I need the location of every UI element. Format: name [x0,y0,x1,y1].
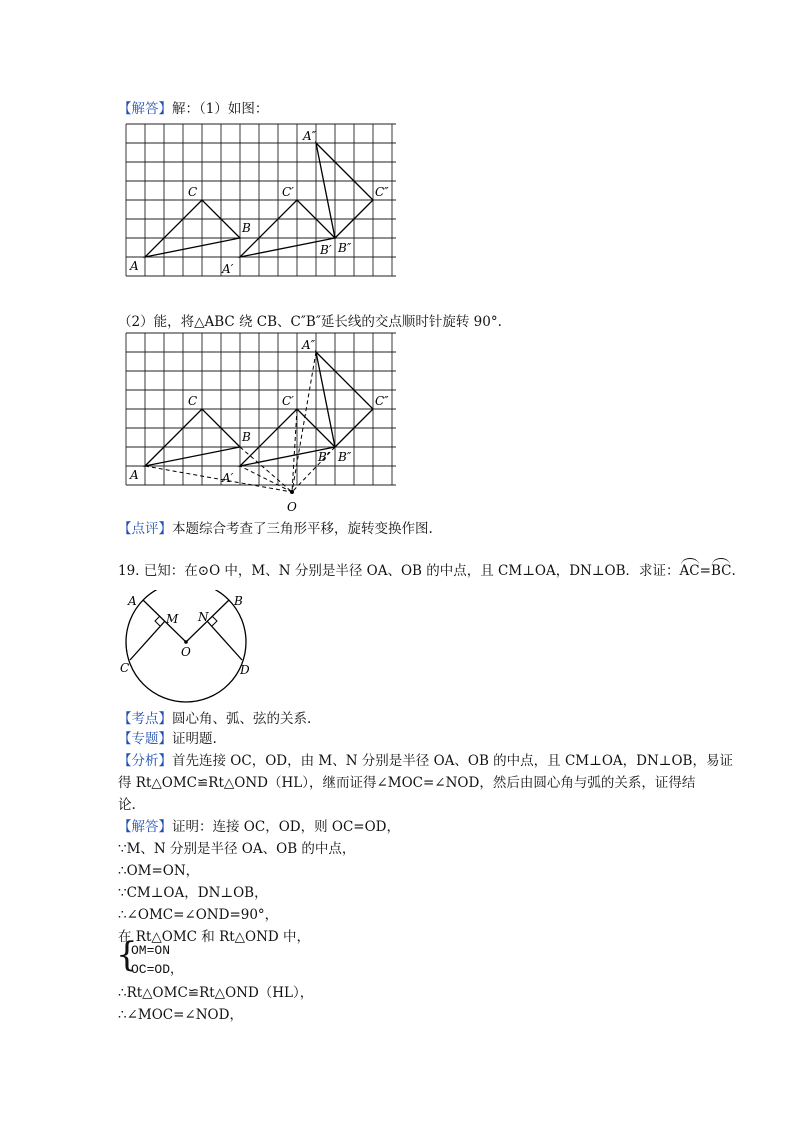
label2-C-double: C″ [375,394,389,408]
label2-O: O [287,500,297,514]
q19-statement [118,562,736,580]
system-comma: ， [170,962,184,977]
circle-label-B: B [234,594,243,608]
jieda-line-8: ∴∠MOC=∠NOD， [118,1007,243,1023]
label-B-double: B″ [338,241,352,255]
label-A: A [130,259,139,273]
circle-figure [118,590,268,710]
label-B-prime: B′ [320,243,332,257]
circle-label-M: M [166,612,179,626]
kaodian-text: 圆心角、弧、弦的关系. [172,711,312,727]
fenxi-line-2: 得 Rt△OMC≌Rt△OND（HL），继而证得∠MOC=∠NOD，然后由圆心角与弧的关系，证得结 [118,775,696,791]
arc-ac: AC [679,563,700,579]
jieda-line-6: 在 Rt△OMC 和 Rt△OND 中， [118,929,311,945]
label2-B: B [242,430,251,444]
circle-label-A: A [128,594,137,608]
zhuanti-tag: 【专题】 [118,731,172,747]
circle-label-N: N [198,610,209,624]
kaodian-tag: 【考点】 [118,711,172,727]
label-B: B [242,221,251,235]
answer-intro: 解：（1）如图： [172,101,269,117]
jieda-line-4: ∵CM⊥OA，DN⊥OB， [118,885,268,901]
label-C: C [188,185,198,199]
part2-text: （2）能，将△ABC 绕 CB、C″B″延长线的交点顺时针旋转 90°. [118,314,502,330]
system-eq-2-text: OC=OD [131,962,171,977]
circle-label-D: D [240,663,250,677]
fenxi-text-1: 首先连接 OC，OD，由 M、N 分别是半径 OA、OB 的中点，且 CM⊥OA，DN⊥OB，易证 [172,753,733,769]
fenxi-line-1 [118,752,733,770]
arc-bc: BC [710,563,732,579]
label2-B-prime: B′ [318,450,330,464]
circle-label-C: C [120,661,130,675]
jieda-text-1: 证明：连接 OC，OD，则 OC=OD， [172,819,400,835]
label2-C-prime: C′ [282,394,294,408]
comment-text: 本题综合考查了三角形平移，旋转变换作图. [172,521,433,537]
fenxi-line-3: 论. [118,797,136,813]
kaodian-line [118,710,311,728]
comment-tag: 【点评】 [118,521,172,537]
jieda-tag: 【解答】 [118,819,172,835]
q19-eq: = [699,563,711,579]
jieda-line-2: ∵M、N 分别是半径 OA、OB 的中点， [118,841,356,857]
jieda-line-5: ∴∠OMC=∠OND=90°， [118,907,279,923]
label2-B-double: B″ [338,450,352,464]
answer-tag: 【解答】 [118,101,172,117]
label-C-prime: C′ [282,185,294,199]
zhuanti-text: 证明题. [172,731,217,747]
fenxi-tag: 【分析】 [118,753,172,769]
circle-label-O: O [181,645,191,659]
label2-A: A [130,468,139,482]
system-brace: { [116,935,138,975]
system-eq-2 [131,961,183,979]
system-eq-1: OM=ON [131,943,171,958]
label-C-double: C″ [375,185,389,199]
answer-heading-1 [118,100,268,118]
jieda-line-3: ∴OM=ON， [118,863,200,879]
label-A-prime: A′ [222,262,234,276]
q19-prefix: 19. 已知：在⊙O 中，M、N 分别是半径 OA、OB 的中点，且 CM⊥OA，DN⊥OB．求证： [118,563,680,579]
comment-line [118,520,433,538]
label2-A-prime: A′ [222,471,234,485]
grid-figure-2 [120,327,410,517]
label2-A-double: A″ [302,338,316,352]
jieda-line-1 [118,818,400,836]
jieda-line-7: ∴Rt△OMC≌Rt△OND（HL）， [118,985,314,1001]
grid-figure-1 [120,118,410,288]
label2-C: C [188,394,198,408]
q19-suffix: . [731,563,736,579]
label-A-double: A″ [303,129,317,143]
zhuanti-line [118,730,217,748]
